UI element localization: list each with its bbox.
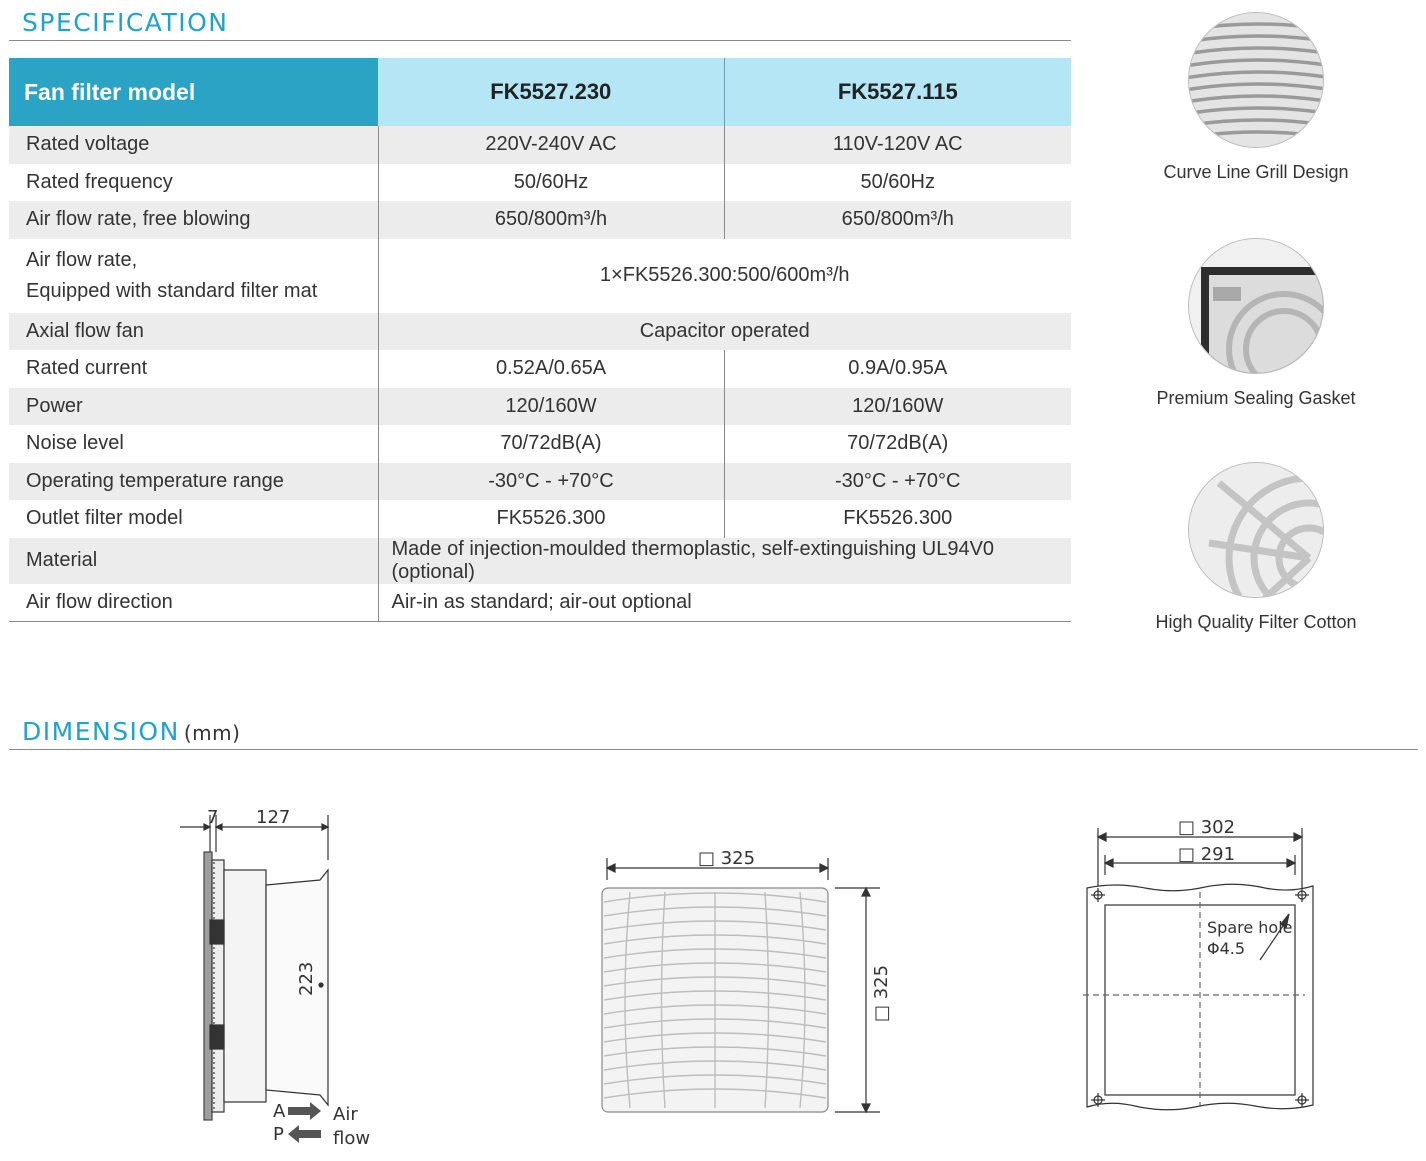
row-label: Axial flow fan <box>9 313 378 351</box>
side-offset-label: 7 <box>207 807 219 828</box>
feature-caption: Curve Line Grill Design <box>1163 162 1349 182</box>
cell-a: 120/160W <box>378 388 724 426</box>
cell-merged: Made of injection-moulded thermoplastic, self-extinguishing UL94V0 (optional) <box>378 538 1071 584</box>
row-label: Operating temperature range <box>9 463 378 501</box>
table-header-row <box>9 58 1071 126</box>
header-label: Fan filter model <box>9 58 378 126</box>
cutout-view-drawing <box>1075 810 1325 1120</box>
front-width-label: □ 325 <box>698 848 756 869</box>
header-model-a: FK5527.230 <box>378 58 724 126</box>
row-label: Outlet filter model <box>9 500 378 538</box>
airflow-out-label: P <box>273 1124 284 1145</box>
table-row-voltage <box>9 126 1071 164</box>
cell-a: -30°C - +70°C <box>378 463 724 501</box>
table-row-temperature <box>9 463 1071 501</box>
table-row-airflow-free <box>9 201 1071 239</box>
header-model-b: FK5527.115 <box>724 58 1071 126</box>
gasket-photo-icon <box>1188 238 1324 374</box>
cell-b: 110V-120V AC <box>724 126 1071 164</box>
table-row-axial-fan <box>9 313 1071 351</box>
row-label: Noise level <box>9 425 378 463</box>
table-row-outlet-filter <box>9 500 1071 538</box>
table-row-current <box>9 350 1071 388</box>
cutout-outer-label: □ 302 <box>1178 817 1236 838</box>
cell-a: 650/800m³/h <box>378 201 724 239</box>
airflow-label-1: Air <box>333 1104 358 1125</box>
cell-b: 50/60Hz <box>724 164 1071 202</box>
dimension-rule <box>9 749 1418 750</box>
cell-merged: Capacitor operated <box>378 313 1071 351</box>
dimension-unit: (mm) <box>183 721 241 745</box>
table-row-noise <box>9 425 1071 463</box>
table-row-airflow-filter <box>9 239 1071 313</box>
specification-title-text: SPECIFICATION <box>22 8 229 37</box>
cell-merged: Air-in as standard; air-out optional <box>378 584 1071 622</box>
filter-cotton-photo-icon <box>1188 462 1324 598</box>
cell-a: 220V-240V AC <box>378 126 724 164</box>
cell-b: 650/800m³/h <box>724 201 1071 239</box>
specification-table <box>9 58 1071 622</box>
cell-a: 70/72dB(A) <box>500 432 602 455</box>
cell-b: 120/160W <box>724 388 1071 426</box>
cell-merged: 1×FK5526.300:500/600m³/h <box>599 264 850 286</box>
row-label: Air flow direction <box>9 584 378 622</box>
row-label: Power <box>9 388 378 426</box>
cell-b: FK5526.300 <box>724 500 1071 538</box>
airflow-out-arrow-icon <box>288 1125 321 1143</box>
specification-rule <box>9 40 1071 41</box>
row-label <box>9 239 378 313</box>
airflow-in-arrow-icon <box>288 1102 321 1120</box>
dimension-title <box>22 717 240 746</box>
feature-grill <box>1126 12 1386 183</box>
feature-caption: High Quality Filter Cotton <box>1155 612 1357 632</box>
table-row-power <box>9 388 1071 426</box>
feature-caption: Premium Sealing Gasket <box>1156 388 1356 408</box>
cell-a: FK5526.300 <box>496 507 606 530</box>
row-label: Rated current <box>9 350 378 388</box>
cell-a: 50/60Hz <box>513 170 589 193</box>
table-row-frequency <box>9 164 1071 202</box>
cutout-inner-label: □ 291 <box>1178 844 1236 865</box>
row-label: Material <box>9 538 378 584</box>
front-height-label: □ 325 <box>871 964 892 1022</box>
side-view-drawing <box>170 800 390 1150</box>
row-label: Rated voltage <box>9 126 378 164</box>
row-label-line2: Equipped with standard filter mat <box>26 279 318 302</box>
feature-filter-cotton <box>1126 462 1386 633</box>
row-label: Air flow rate, free blowing <box>9 201 378 239</box>
table-row-material <box>9 538 1071 584</box>
feature-gasket <box>1126 238 1386 409</box>
side-depth-label: 127 <box>256 807 291 828</box>
table-row-direction <box>9 584 1071 622</box>
grill-photo-icon <box>1188 12 1324 148</box>
cell-b: 0.9A/0.95A <box>724 350 1071 388</box>
cell-a: 0.52A/0.65A <box>495 357 607 380</box>
row-label: Rated frequency <box>9 164 378 202</box>
airflow-label-2: flow <box>333 1128 371 1149</box>
dimension-title-text: DIMENSION <box>22 717 180 746</box>
front-view-drawing <box>590 840 900 1125</box>
airflow-in-label: A <box>273 1101 286 1122</box>
row-label-line1: Air flow rate, <box>26 248 138 271</box>
spare-hole-size: Φ4.5 <box>1207 939 1246 958</box>
cell-b: -30°C - +70°C <box>724 463 1071 501</box>
specification-title <box>22 8 228 37</box>
side-height-label: 223 <box>296 961 317 996</box>
cell-b: 70/72dB(A) <box>724 425 1071 463</box>
spare-hole-label: Spare hole <box>1207 918 1293 937</box>
